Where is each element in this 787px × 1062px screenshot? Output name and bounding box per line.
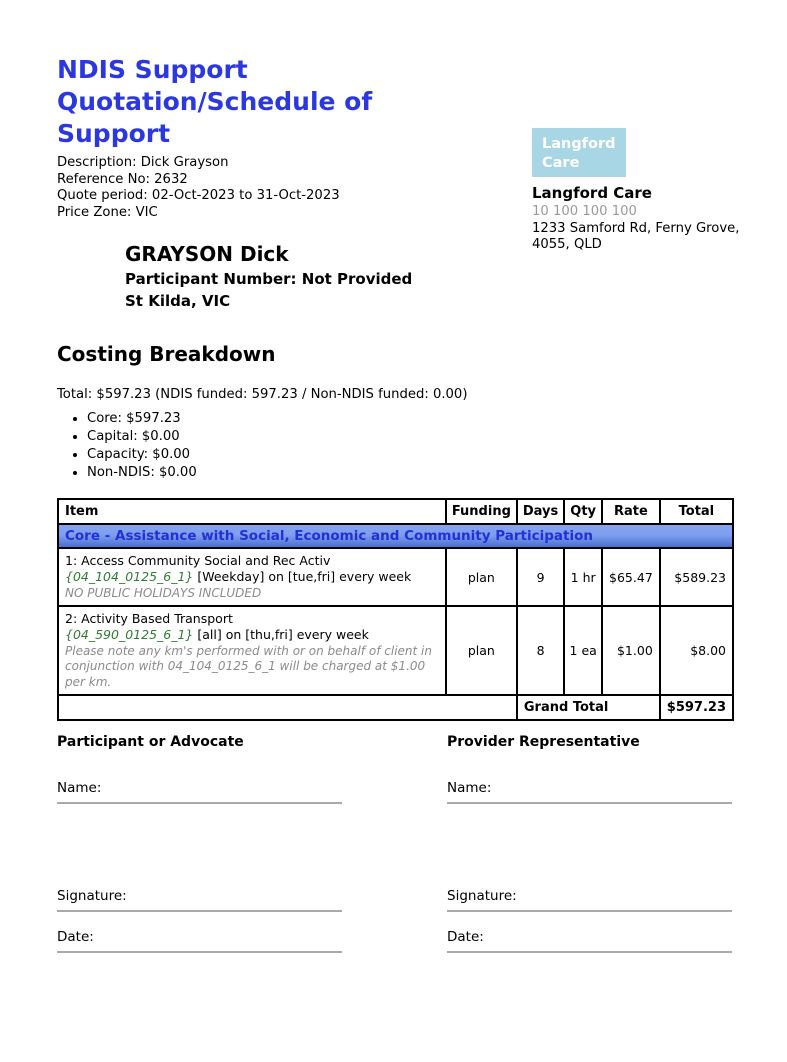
provider-name: Langford Care <box>532 184 652 202</box>
logo-text-line1: Langford <box>542 136 616 152</box>
page-title: NDIS Support Quotation/Schedule of Support <box>57 55 373 148</box>
item2-days: 8 <box>517 606 564 695</box>
grand-total-spacer-cell <box>58 695 517 720</box>
langford-care-logo <box>532 128 626 177</box>
provider-signature-column <box>447 734 732 953</box>
col-header-rate: Rate <box>602 499 660 524</box>
provider-date-line <box>447 951 732 953</box>
table-row <box>58 548 733 606</box>
table-section-row <box>58 524 733 548</box>
participant-signature-column <box>57 734 342 953</box>
item2-qty: 1 ea <box>564 606 602 695</box>
item2-schedule: [all] on [thu,fri] every week <box>193 627 369 643</box>
col-header-item: Item <box>58 499 446 524</box>
item1-rate: $65.47 <box>602 548 660 606</box>
participant-name-line <box>57 802 342 804</box>
col-header-funding: Funding <box>446 499 517 524</box>
col-header-days: Days <box>517 499 564 524</box>
provider-phone: 10 100 100 100 <box>532 204 637 219</box>
participant-number: Participant Number: Not Provided <box>125 270 413 288</box>
item2-funding: plan <box>446 606 517 695</box>
table-row <box>58 606 733 695</box>
provider-name-line <box>447 802 732 804</box>
col-header-total: Total <box>660 499 733 524</box>
item1-line1: 1: Access Community Social and Rec Activ <box>65 553 331 568</box>
provider-signature-field <box>447 888 732 912</box>
provider-signature-heading: Provider Representative <box>447 734 640 750</box>
item2-code: {04_590_0125_6_1} <box>65 627 194 643</box>
grand-total-label: Grand Total <box>517 695 660 720</box>
table-header-row <box>58 499 733 524</box>
participant-date-line <box>57 951 342 953</box>
provider-address <box>532 221 767 253</box>
provider-block <box>532 128 767 253</box>
costing-table <box>57 498 734 721</box>
item2-rate: $1.00 <box>602 606 660 695</box>
participant-signature-field <box>57 888 342 912</box>
logo-text-line2: Care <box>542 154 580 171</box>
costing-breakdown-heading: Costing Breakdown <box>57 342 276 366</box>
meta-description: Description: Dick Grayson <box>57 155 229 170</box>
participant-signature-heading: Participant or Advocate <box>57 734 244 750</box>
item2-line2 <box>65 627 439 643</box>
provider-date-label: Date: <box>447 929 484 945</box>
participant-date-label: Date: <box>57 929 94 945</box>
item2-note: Please note any km's performed with or on behalf of client in conjunction with 04_104_0125_6_1 will be charged at $1.00 per km. <box>65 643 432 689</box>
provider-signature-label: Signature: <box>447 888 517 904</box>
item1-funding: plan <box>446 548 517 606</box>
col-header-qty: Qty <box>564 499 602 524</box>
item1-line2 <box>65 569 439 585</box>
signature-area <box>57 734 732 953</box>
participant-location: St Kilda, VIC <box>125 292 231 310</box>
provider-date-field <box>447 929 732 953</box>
provider-address-line2: 4055, QLD <box>532 237 602 253</box>
meta-reference-no: Reference No: 2632 <box>57 171 188 187</box>
participant-signature-line <box>57 910 342 912</box>
item1-days: 9 <box>517 548 564 606</box>
participant-date-field <box>57 929 342 953</box>
costing-bullet-capacity: • Capacity: $0.00 <box>87 446 197 464</box>
provider-address-line1: 1233 Samford Rd, Ferny Grove, <box>532 221 740 236</box>
participant-name-field <box>57 780 342 804</box>
meta-quote-period: Quote period: 02-Oct-2023 to 31-Oct-2023 <box>57 188 340 203</box>
item2-line1: 2: Activity Based Transport <box>65 611 233 627</box>
provider-signature-line <box>447 910 732 912</box>
section-title: Core - Assistance with Social, Economic and Community Participation <box>58 524 733 548</box>
participant-block <box>125 242 412 310</box>
grand-total-row <box>58 695 733 720</box>
participant-name: GRAYSON Dick <box>125 242 289 266</box>
item1-qty: 1 hr <box>564 548 602 606</box>
meta-price-zone: Price Zone: VIC <box>57 204 158 220</box>
costing-bullet-core: • Core: $597.23 <box>87 410 197 428</box>
item-cell-2 <box>58 606 446 695</box>
costing-total-line: Total: $597.23 (NDIS funded: 597.23 / Non-NDIS funded: 0.00) <box>57 387 468 402</box>
quote-meta <box>57 155 340 221</box>
grand-total-value: $597.23 <box>660 695 733 720</box>
costing-bullet-capital: • Capital: $0.00 <box>87 428 197 446</box>
participant-signature-label: Signature: <box>57 888 127 904</box>
costing-bullet-nonndis: • Non-NDIS: $0.00 <box>87 464 197 482</box>
provider-name-label: Name: <box>447 780 492 796</box>
participant-name-label: Name: <box>57 780 102 796</box>
item1-code: {04_104_0125_6_1} <box>65 569 194 585</box>
provider-name-field <box>447 780 732 804</box>
item2-total: $8.00 <box>660 606 733 695</box>
costing-bullet-list <box>57 410 197 482</box>
item1-schedule: [Weekday] on [tue,fri] every week <box>193 569 412 585</box>
item-cell-1 <box>58 548 446 606</box>
item1-total: $589.23 <box>660 548 733 606</box>
item1-note: NO PUBLIC HOLIDAYS INCLUDED <box>65 585 262 600</box>
